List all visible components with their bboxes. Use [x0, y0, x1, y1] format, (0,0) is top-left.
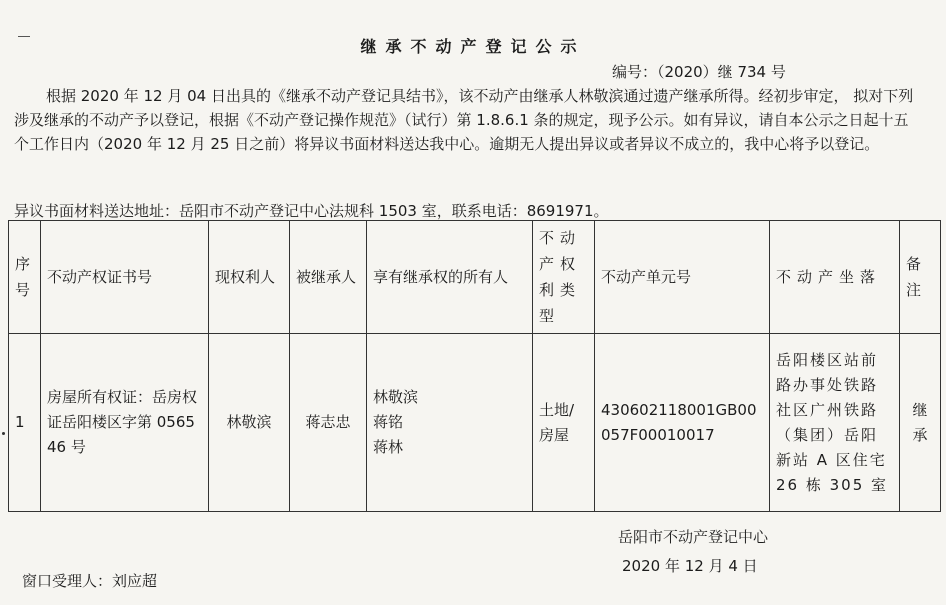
header-unit-no: 不动产单元号 — [595, 221, 770, 334]
heir-name: 蒋林 — [373, 438, 404, 456]
header-location: 不动产坐落 — [770, 221, 900, 334]
heir-name: 蒋铭 — [373, 413, 404, 431]
header-remark: 备注 — [900, 221, 941, 334]
header-seq: 序号 — [9, 221, 41, 334]
issuing-office: 岳阳市不动产登记中心 — [618, 528, 769, 546]
notice-number: 编号：（2020）继 734 号 — [612, 63, 786, 81]
header-heirs: 享有继承权的所有人 — [367, 221, 533, 334]
cell-heirs — [367, 334, 533, 512]
notice-title: 继承不动产登记公示 — [360, 37, 586, 56]
cell-unit-no: 430602118001GB00057F00010017 — [595, 334, 770, 512]
header-decedent: 被继承人 — [290, 221, 367, 334]
objection-address: 异议书面材料送达地址：岳阳市不动产登记中心法规科 1503 室，联系电话：8691971。 — [14, 202, 609, 220]
header-right-type: 不动产权利类型 — [533, 221, 595, 334]
header-holder: 现权利人 — [209, 221, 290, 334]
cell-seq: 1 — [9, 334, 41, 512]
cell-holder: 林敬滨 — [209, 334, 290, 512]
table-row — [9, 334, 941, 512]
cell-remark: 继承 — [900, 334, 941, 512]
table-header-row — [9, 221, 941, 334]
cell-decedent: 蒋志忠 — [290, 334, 367, 512]
issue-date: 2020 年 12 月 4 日 — [622, 557, 758, 575]
notice-paragraph: 根据 2020 年 12 月 04 日出具的《继承不动产登记具结书》，该不动产由继承人林敬滨通过遗产继承所得。经初步审定， 拟对下列涉及继承的不动产予以登记，根据《不动产登记操作规范》（试行）第 1.8.6.1 条的规定，现予公示。如有异议，请自本公示之日起十五个工作日内（2020 年 12 月 25 日之前）将异议书面材料送达我中心。逾期无人提出异议或者异议不成立的，我中心将予以登记。 — [14, 87, 914, 153]
cell-cert-no: 房屋所有权证：岳房权证岳阳楼区字第 056546 号 — [41, 334, 209, 512]
window-clerk: 窗口受理人：刘应超 — [22, 572, 158, 590]
heir-name: 林敬滨 — [373, 388, 419, 406]
cell-right-type: 土地/房屋 — [533, 334, 595, 512]
cell-location: 岳阳楼区站前路办事处铁路社区广州铁路（集团）岳阳新站 A 区住宅 26 栋 305 室 — [770, 334, 900, 512]
notice-body — [14, 84, 919, 156]
inheritance-table — [8, 220, 941, 512]
stray-dot — [2, 432, 5, 435]
header-cert-no: 不动产权证书号 — [41, 221, 209, 334]
